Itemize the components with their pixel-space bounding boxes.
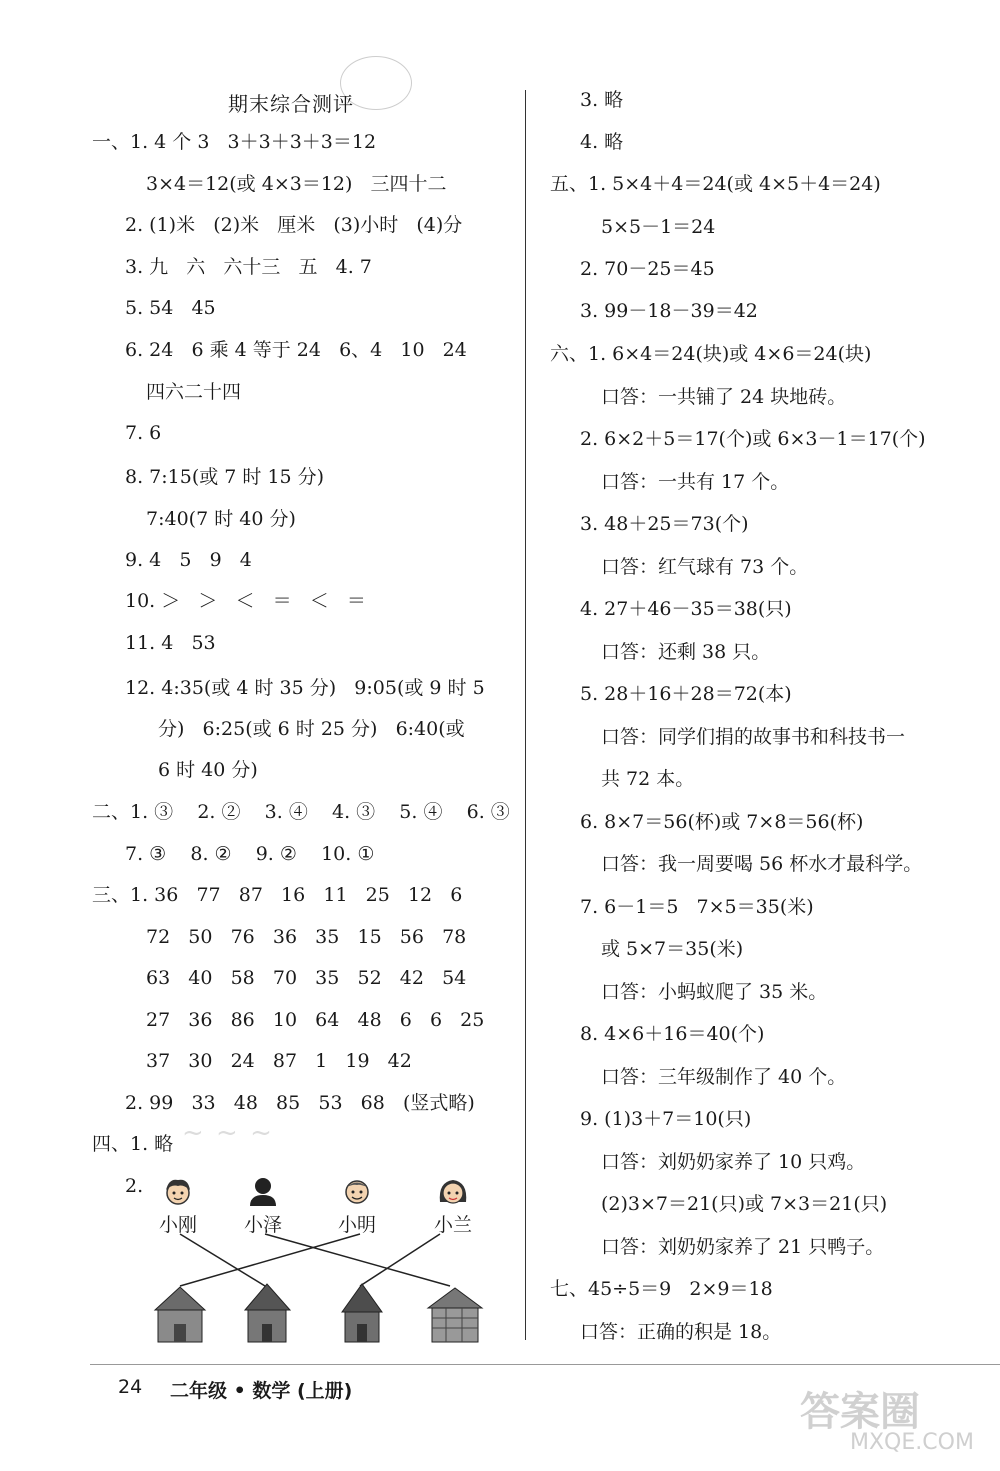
child-name: 小刚 bbox=[158, 1214, 197, 1236]
answer-line: 四、1. 略 bbox=[92, 1133, 174, 1155]
answer-line: 分) 6:25(或 6 时 25 分) 6:40(或 bbox=[158, 718, 465, 740]
answer-line: 口答：同学们捐的故事书和科技书一 bbox=[601, 726, 906, 748]
answer-line: 2. 70－25＝45 bbox=[580, 258, 715, 280]
answer-line: 7. 6 bbox=[125, 422, 162, 444]
answer-line: 共 72 本。 bbox=[601, 768, 695, 790]
answer-line: 3. 99－18－39＝42 bbox=[580, 300, 758, 322]
answer-line: 8. 7:15(或 7 时 15 分) bbox=[125, 466, 325, 488]
answer-line: 口答：一共铺了 24 块地砖。 bbox=[601, 386, 847, 408]
watermark: ~ ~ ~ bbox=[182, 1118, 274, 1148]
answer-line: 三、1. 36 77 87 16 11 25 12 6 bbox=[92, 884, 463, 906]
answer-line: 六、1. 6×4＝24(块)或 4×6＝24(块) bbox=[550, 343, 872, 365]
child-name: 小泽 bbox=[243, 1214, 282, 1236]
answer-line: 口答：一共有 17 个。 bbox=[601, 471, 790, 493]
child-name: 小兰 bbox=[433, 1214, 472, 1236]
answer-line: 口答：正确的积是 18。 bbox=[580, 1321, 782, 1343]
answer-line: 3. 48＋25＝73(个) bbox=[580, 513, 749, 535]
answer-line: 口答：三年级制作了 40 个。 bbox=[601, 1066, 847, 1088]
answer-line: 2. bbox=[125, 1175, 144, 1197]
answer-line: 37 30 24 87 1 19 42 bbox=[146, 1050, 412, 1072]
answer-line: 口答：小蚂蚁爬了 35 米。 bbox=[601, 981, 828, 1003]
child-face-icon bbox=[340, 1176, 374, 1206]
column-divider bbox=[525, 90, 526, 1340]
answer-line: 5×5－1＝24 bbox=[601, 216, 716, 238]
answer-line: 2. 99 33 48 85 53 68 (竖式略) bbox=[125, 1092, 475, 1114]
book-title: 二年级 • 数学 (上册) bbox=[170, 1380, 353, 1402]
footer-rule bbox=[90, 1364, 1000, 1365]
answer-line: 8. 4×6＋16＝40(个) bbox=[580, 1023, 765, 1045]
answer-line: 口答：我一周要喝 56 杯水才最科学。 bbox=[601, 853, 923, 875]
answer-line: (2)3×7＝21(只)或 7×3＝21(只) bbox=[601, 1193, 888, 1215]
answer-line: 四六二十四 bbox=[146, 381, 242, 403]
section-title: 期末综合测评 bbox=[228, 92, 354, 116]
answer-line: 3. 九 六 六十三 五 4. 7 bbox=[125, 256, 372, 278]
answer-line: 3×4＝12(或 4×3＝12) 三四十二 bbox=[146, 173, 447, 195]
person-silhouette-icon bbox=[246, 1176, 280, 1206]
house-1-icon bbox=[155, 1287, 205, 1342]
answer-line: 6. 24 6 乘 4 等于 24 6、4 10 24 bbox=[125, 339, 467, 361]
answer-line: 七、45÷5＝9 2×9＝18 bbox=[550, 1278, 773, 1300]
answer-line: 二、1. ③ 2. ② 3. ④ 4. ③ 5. ④ 6. ③ bbox=[92, 801, 510, 823]
child-xiaogang bbox=[148, 1176, 208, 1237]
answer-line: 7. 6－1＝5 7×5＝35(米) bbox=[580, 896, 814, 918]
answer-line: 五、1. 5×4＋4＝24(或 4×5＋4＝24) bbox=[550, 173, 881, 195]
corner-watermark-url: MXQE.COM bbox=[850, 1430, 974, 1455]
answer-line: 口答：刘奶奶家养了 10 只鸡。 bbox=[601, 1151, 866, 1173]
girl-face-icon bbox=[436, 1176, 470, 1206]
answer-line: 4. 27＋46－35＝38(只) bbox=[580, 598, 792, 620]
child-name: 小明 bbox=[337, 1214, 376, 1236]
matching-lines-and-houses bbox=[150, 1232, 490, 1352]
answer-line: 9. 4 5 9 4 bbox=[125, 549, 252, 571]
child-face-icon bbox=[161, 1176, 195, 1206]
child-xiaoze bbox=[233, 1176, 293, 1237]
answer-line: 口答：刘奶奶家养了 21 只鸭子。 bbox=[601, 1236, 885, 1258]
answer-line: 6 时 40 分) bbox=[158, 759, 258, 781]
matching-lines bbox=[180, 1234, 450, 1286]
house-2-icon bbox=[245, 1284, 290, 1342]
answer-line: 9. (1)3＋7＝10(只) bbox=[580, 1108, 752, 1130]
answer-line: 12. 4:35(或 4 时 35 分) 9:05(或 9 时 5 bbox=[125, 677, 485, 699]
answer-line: 口答：红气球有 73 个。 bbox=[601, 556, 809, 578]
answer-line: 5. 28＋16＋28＝72(本) bbox=[580, 683, 792, 705]
house-3-icon bbox=[342, 1284, 382, 1342]
answer-line: 2. 6×2＋5＝17(个)或 6×3－1＝17(个) bbox=[580, 428, 926, 450]
corner-watermark: 答案圈 bbox=[800, 1389, 920, 1435]
answer-line: 11. 4 53 bbox=[125, 632, 216, 654]
answer-line: 7:40(7 时 40 分) bbox=[146, 508, 296, 530]
child-xiaoming bbox=[327, 1176, 387, 1237]
answer-line: 一、1. 4 个 3 3＋3＋3＋3＝12 bbox=[92, 131, 377, 153]
answer-line: 4. 略 bbox=[580, 131, 624, 153]
house-4-icon bbox=[428, 1288, 482, 1342]
answer-line: 27 36 86 10 64 48 6 6 25 bbox=[146, 1009, 485, 1031]
answer-line: 72 50 76 36 35 15 56 78 bbox=[146, 926, 467, 948]
answer-line: 口答：还剩 38 只。 bbox=[601, 641, 771, 663]
page-number: 24 bbox=[118, 1376, 143, 1398]
answer-line: 7. ③ 8. ② 9. ② 10. ① bbox=[125, 843, 375, 865]
answer-line: 3. 略 bbox=[580, 89, 624, 111]
answer-line: 6. 8×7＝56(杯)或 7×8＝56(杯) bbox=[580, 811, 864, 833]
answer-line: 5. 54 45 bbox=[125, 297, 216, 319]
child-xiaolan bbox=[423, 1176, 483, 1237]
answer-line: 或 5×7＝35(米) bbox=[601, 938, 744, 960]
answer-line: 10. ＞ ＞ ＜ ＝ ＜ ＝ bbox=[125, 590, 366, 612]
answer-line: 2. (1)米 (2)米 厘米 (3)小时 (4)分 bbox=[125, 214, 463, 236]
answer-line: 63 40 58 70 35 52 42 54 bbox=[146, 967, 467, 989]
